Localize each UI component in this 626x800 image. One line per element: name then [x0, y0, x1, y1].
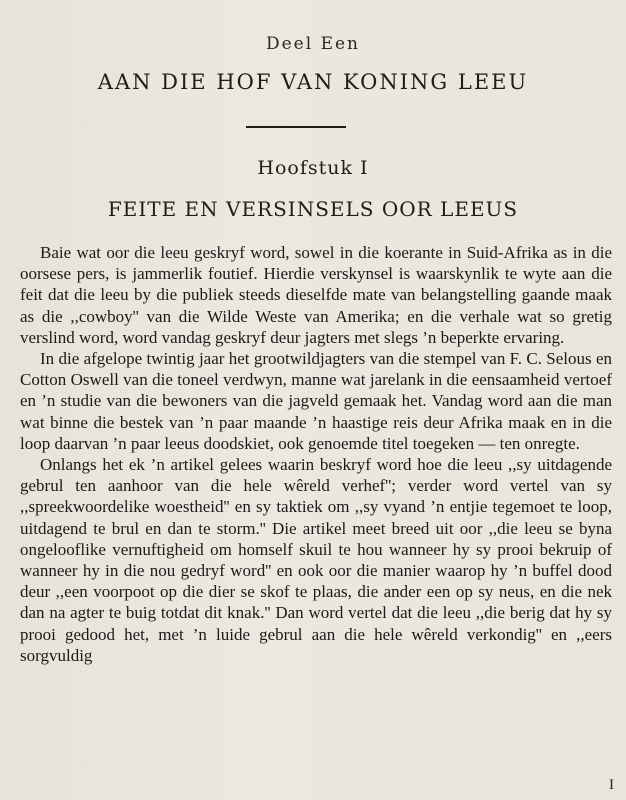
- page-number: I: [609, 777, 614, 793]
- chapter-heading: Hoofstuk I: [257, 157, 369, 179]
- paragraph: Onlangs het ek ’n artikel gelees waarin beskryf word hoe die leeu ,,sy uitdagende gebrul ten aanhoor van die hele wêreld verhef''; verder word vertel van sy ,,spreekwoordelike woestheid'' en sy taktiek om ,,sy vyand ’n entjie tegemoet te loop, uitdagend te brul en dan te storm.'' Die artikel meet breed uit oor ,,die leeu se byna ongelooflike vernuftigheid om homself skuil te hou wanneer hy sy prooi bekruip of wanneer hy in die nou gedryf word'' en ook oor die manier waarop hy ’n buffel dood deur ,,een voorpoot op die dier se skof te plaas, die ander een op sy neus, en die nek dan na agter te buig totdat dit knak.'' Dan word vertel dat die leeu ,,die berig dat hy sy prooi gedood het, met ’n luide gebrul aan die hele wêreld verkondig'' en ,,eers sorgvuldig: [20, 455, 612, 665]
- part-heading: Deel Een: [265, 34, 360, 54]
- paragraph: In die afgelope twintig jaar het grootwildjagters van die stempel van F. C. Selous en Cotton Oswell van die toneel verdwyn, manne wat jarelank in die eensaamheid vertoef en ’n studie van die bewoners van die jagveld gemaak het. Vandag word aan die man wat binne die bestek van ’n paar maande ’n haastige reis deur Afrika maak en in die loop daarvan ’n paar leeus doodskiet, ook genoemde titel toegeken — ten onregte.: [20, 349, 612, 453]
- body-text: [20, 242, 612, 666]
- chapter-title: FEITE EN VERSINSELS OOR LEEUS: [107, 197, 519, 221]
- title-divider: [246, 126, 346, 128]
- part-title: AAN DIE HOF VAN KONING LEEU: [97, 70, 529, 94]
- paragraph: Baie wat oor die leeu geskryf word, sowel in die koerante in Suid-Afrika as in die oorsese pers, is jammerlik foutief. Hierdie verskynsel is waarskynlik te wyte aan die feit dat die leeu by die publiek steeds dieselfde mate van belangstelling gaande maak as die ,,cowboy'' van die Wilde Weste van Amerika; en die verhale wat so gretig verslind word, word vandag geskryf deur jagters met slegs ’n beperkte ervaring.: [20, 243, 612, 347]
